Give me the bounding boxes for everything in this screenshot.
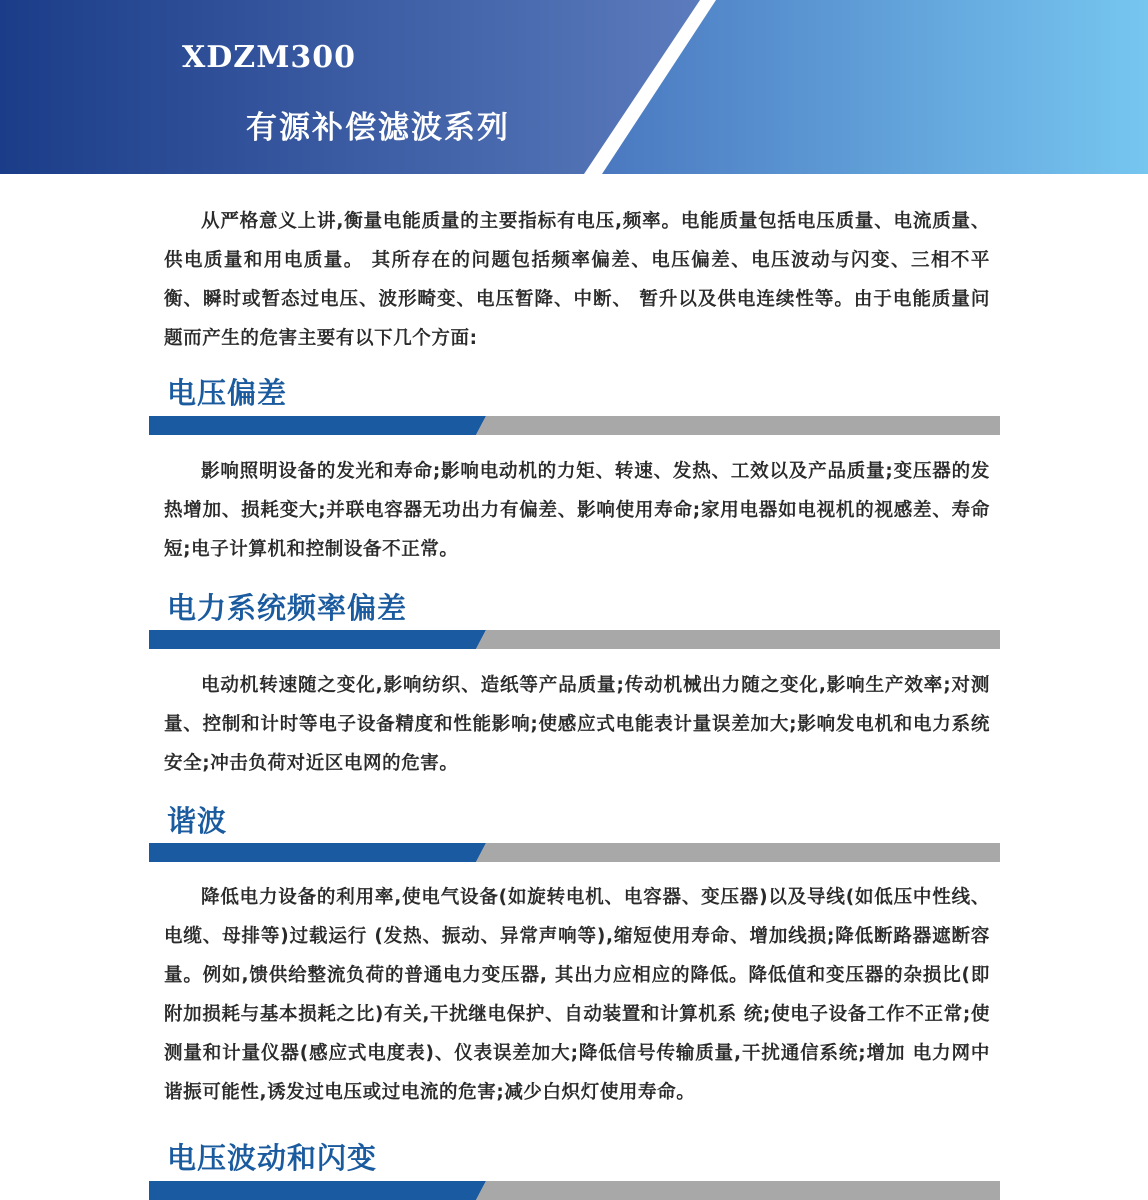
- product-series-title: 有源补偿滤波系列: [246, 110, 510, 146]
- section-text-voltage-deviation: 影响照明设备的发光和寿命;影响电动机的力矩、转速、发热、工效以及产品质量;变压器的发热增加、损耗变大;并联电容器无功出力有偏差、影响使用寿命;家用电器如电视机的视感差、寿命短;电子计算机和控制设备不正常。: [164, 461, 990, 560]
- section-heading-harmonics: 谐波: [167, 804, 228, 838]
- product-model: XDZM300: [182, 40, 357, 75]
- section-heading-frequency-deviation: 电力系统频率偏差: [167, 591, 408, 625]
- header-banner: [0, 0, 1148, 174]
- section-text-frequency-deviation: 电动机转速随之变化,影响纺织、造纸等产品质量;传动机械出力随之变化,影响生产效率;对测量、控制和计时等电子设备精度和性能影响;使感应式电能表计量误差加大;影响发电机和电力系统安全;冲击负荷对近区电网的危害。: [164, 675, 990, 774]
- section-divider-bar: [149, 1181, 1000, 1200]
- section-text-harmonics: 降低电力设备的利用率,使电气设备(如旋转电机、电容器、变压器)以及导线(如低压中性线、电缆、母排等)过载运行 (发热、振动、异常声响等),缩短使用寿命、增加线损;降低断路器遮断容量。例如,馈供给整流负荷的普通电力变压器, 其出力应相应的降低。降低值和变压器的杂损比(即附加损耗与基本损耗之比)有关,干扰继电保护、自动装置和计算机系 统;使电子设备工作不正常;使测量和计量仪器(感应式电度表)、仪表误差加大;降低信号传输质量,干扰通信系统;增加 电力网中谐振可能性,诱发过电压或过电流的危害;减少白炽灯使用寿命。: [164, 887, 990, 1103]
- section-heading-voltage-deviation: 电压偏差: [167, 376, 288, 410]
- intro-paragraph: 从严格意义上讲,衡量电能质量的主要指标有电压,频率。电能质量包括电压质量、电流质量、供电质量和用电质量。 其所存在的问题包括频率偏差、电压偏差、电压波动与闪变、三相不平衡、瞬时或暂态过电压、波形畸变、电压暂降、中断、 暂升以及供电连续性等。由于电能质量问题而产生的危害主要有以下几个方面:: [164, 211, 990, 349]
- section-divider-bar: [149, 843, 1000, 862]
- section-divider-bar: [149, 630, 1000, 649]
- section-divider-bar: [149, 416, 1000, 435]
- header-background: [0, 0, 1148, 174]
- section-heading-voltage-fluctuation-flicker: 电压波动和闪变: [167, 1141, 378, 1175]
